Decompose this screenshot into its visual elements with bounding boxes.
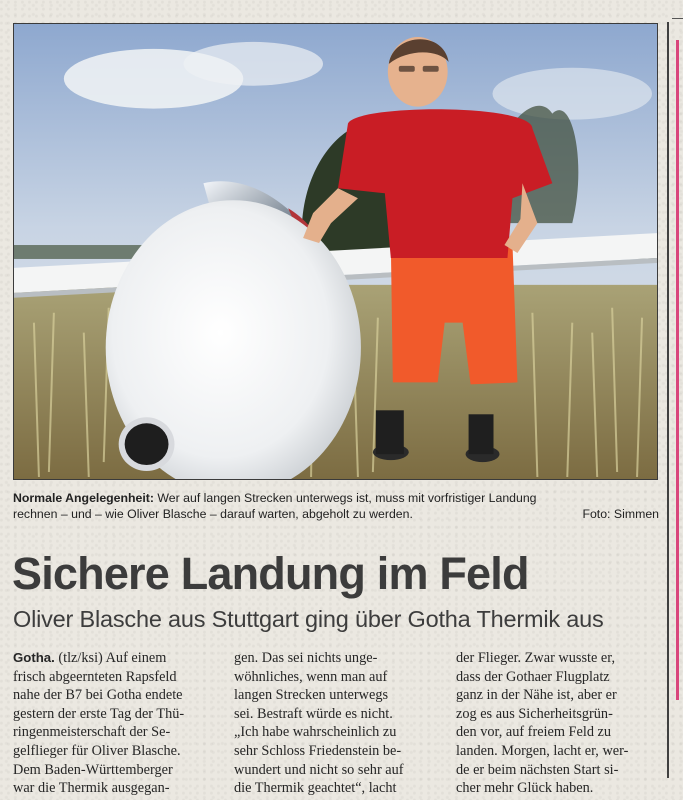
- news-photo: [13, 23, 658, 480]
- article-line: Dem Baden-Württemberger: [13, 761, 173, 778]
- article-line: sei. Bestraft würde es nicht.: [234, 705, 393, 722]
- article-line: frisch abgeernteten Rapsfeld: [13, 668, 177, 685]
- article-line: cher mehr Glück haben.: [456, 780, 594, 797]
- article-line: gelflieger für Oliver Blasche.: [13, 742, 181, 759]
- article-line: gestern der erste Tag der Thü-: [13, 705, 185, 722]
- article-subheadline: Oliver Blasche aus Stuttgart ging über Gotha Thermik aus: [13, 606, 604, 632]
- article-line: „Ich habe wahrscheinlich zu: [234, 724, 397, 741]
- article-line-text: (tlz/ksi) Auf einem: [54, 650, 167, 666]
- caption-lead: Normale Angelegenheit:: [13, 491, 154, 505]
- article-line: dass der Gothaer Flugplatz: [456, 668, 610, 685]
- article-headline: Sichere Landung im Feld: [12, 548, 529, 599]
- glider-pilot-photo: [14, 24, 657, 479]
- article-line: der Flieger. Zwar wusste er,: [456, 650, 616, 666]
- article-line: war die Thermik ausgegan-: [13, 780, 170, 797]
- caption-text-line1: Wer auf langen Strecken unterwegs ist, muss mit vorfristiger Landung: [157, 491, 537, 505]
- article-line: nahe der B7 bei Gotha endete: [13, 687, 183, 704]
- article-body: [13, 649, 659, 797]
- article-line: gen. Das sei nichts unge-: [234, 650, 378, 666]
- article-line: die Thermik geachtet“, lacht: [234, 780, 397, 797]
- caption-text-line2: rechnen – und – wie Oliver Blasche – darauf warten, abgeholt zu werden.: [13, 507, 413, 521]
- photo-caption: [13, 490, 659, 522]
- dateline: Gotha.: [13, 650, 55, 665]
- adjacent-article-accent: [676, 40, 679, 700]
- article-column-3: [456, 649, 658, 798]
- article-line: [13, 649, 215, 668]
- article-line: den vor, auf freiem Feld zu: [456, 724, 612, 741]
- article-column-1: [13, 649, 215, 798]
- article-line: ringenmeisterschaft der Se-: [13, 724, 171, 741]
- photo-credit: Foto: Simmen: [582, 507, 659, 521]
- article-line: wundert und nicht so sehr auf: [234, 761, 404, 778]
- article-line: wöhnliches, wenn man auf: [234, 668, 388, 685]
- article-line: langen Strecken unterwegs: [234, 687, 389, 704]
- adjacent-column-top-rule: [672, 18, 683, 19]
- article-line: sehr Schloss Friedenstein be-: [234, 742, 402, 759]
- article-column-2: [234, 649, 436, 798]
- article-line: de er beim nächsten Start si-: [456, 761, 619, 778]
- column-divider-rule: [667, 22, 669, 778]
- article-line: ganz in der Nähe ist, aber er: [456, 687, 617, 704]
- article-line: landen. Morgen, lacht er, wer-: [456, 742, 629, 759]
- article-line: zog es aus Sicherheitsgrün-: [456, 705, 613, 722]
